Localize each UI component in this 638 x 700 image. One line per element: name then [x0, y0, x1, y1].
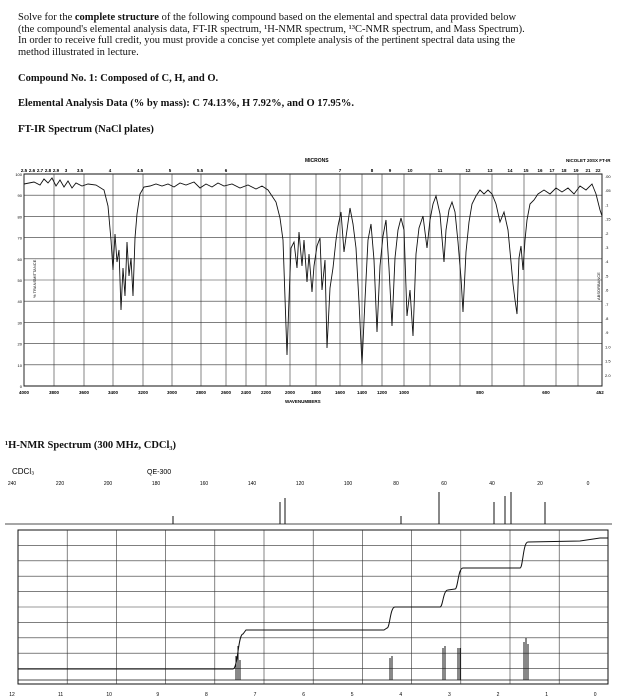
- wavenumber-tick: 1200: [376, 390, 388, 395]
- transmittance-tick: 40: [17, 299, 22, 305]
- micron-tick: 16: [537, 168, 543, 173]
- wavenumber-tick: 4000: [18, 390, 30, 395]
- absorbance-tick: .6: [605, 287, 609, 293]
- micron-tick: 18: [561, 168, 567, 173]
- micron-tick: 3: [64, 168, 68, 173]
- wavenumber-tick: 452: [596, 390, 604, 395]
- ppm-tick: 9: [156, 692, 160, 698]
- absorbance-tick: .05: [605, 188, 611, 194]
- transmittance-tick: 10: [17, 362, 22, 368]
- absorbance-tick: 2.0: [605, 372, 611, 378]
- micron-tick: 2.8: [44, 168, 52, 173]
- ppm-tick: 0: [593, 692, 597, 698]
- absorbance-tick: .5: [605, 273, 609, 279]
- c13-tick: 0: [586, 481, 590, 487]
- micron-tick: 2.6: [28, 168, 36, 173]
- transmittance-label: % TRANSMITTANCE: [32, 259, 37, 298]
- micron-tick: 13: [487, 168, 493, 173]
- transmittance-tick: 30: [17, 320, 22, 326]
- wavenumber-tick: 3600: [78, 390, 90, 395]
- ppm-tick: 3: [448, 692, 451, 698]
- absorbance-tick-labels: [605, 174, 611, 378]
- wavenumber-tick: 2600: [220, 390, 232, 395]
- micron-tick: 14: [507, 168, 513, 173]
- c13-peaks: [173, 492, 545, 524]
- micron-tick: 17: [549, 168, 555, 173]
- wavenumber-tick: 1400: [356, 390, 368, 395]
- ppm-tick: 10: [106, 692, 112, 698]
- absorbance-tick: .7: [605, 301, 609, 307]
- micron-tick: 2.7: [36, 168, 44, 173]
- ppm-tick: 4: [399, 692, 403, 698]
- absorbance-tick: .4: [605, 259, 609, 265]
- c13-axis-tick-labels: [8, 481, 590, 487]
- compound-heading: Compound No. 1: Composed of C, H, and O.: [18, 73, 219, 84]
- ppm-axis-tick-labels: [9, 692, 597, 698]
- ppm-tick: 12: [9, 692, 15, 698]
- absorbance-tick: .8: [605, 316, 609, 321]
- hnmr-spectrum: [0, 462, 638, 700]
- micron-tick: 15: [523, 168, 529, 173]
- micron-tick: 4.5: [136, 168, 144, 173]
- wavenumber-tick: 1000: [398, 390, 410, 395]
- instructions: [18, 12, 598, 58]
- elemental-analysis: Elemental Analysis Data (% by mass): C 74.13%, H 7.92%, and O 17.95%.: [18, 98, 355, 109]
- wavenumber-tick: 2200: [260, 390, 272, 395]
- micron-tick: 4: [108, 168, 112, 173]
- absorbance-tick: .9: [605, 330, 609, 336]
- wavenumber-tick: 600: [542, 390, 550, 395]
- ppm-tick: 5: [350, 692, 354, 698]
- wavenumber-tick: 3800: [48, 390, 60, 395]
- absorbance-tick: .00: [605, 174, 611, 179]
- absorbance-tick: .15: [605, 216, 611, 222]
- wavenumber-label: WAVENUMBERS: [285, 399, 321, 404]
- transmittance-tick: 90: [17, 193, 22, 199]
- c13-tick: 200: [103, 481, 113, 487]
- micron-tick: 5: [168, 168, 172, 173]
- micron-label: MICRONS: [305, 158, 329, 164]
- micron-tick: 9: [388, 168, 392, 173]
- ppm-tick: 8: [205, 692, 208, 698]
- transmittance-tick: 20: [17, 341, 22, 347]
- transmittance-tick-labels: [15, 172, 22, 389]
- micron-tick: 6: [224, 168, 228, 173]
- ppm-tick: 11: [57, 692, 64, 698]
- micron-tick: 2.5: [20, 168, 28, 173]
- ppm-tick: 7: [253, 692, 257, 698]
- complete-structure-emphasis: complete structure: [74, 12, 159, 23]
- absorbance-label: ABSORBANCE: [596, 272, 601, 300]
- micron-tick-labels: [21, 168, 601, 173]
- micron-tick: 8: [370, 168, 374, 173]
- c13-tick: 180: [151, 481, 161, 487]
- micron-tick: 10: [407, 168, 413, 173]
- wavenumber-tick: 3000: [166, 390, 178, 395]
- hnmr-grid: [18, 530, 608, 684]
- c13-tick: 40: [489, 481, 495, 487]
- ppm-tick: 1: [545, 692, 548, 698]
- wavenumber-tick: 2800: [195, 390, 207, 395]
- micron-tick: 3.5: [76, 168, 84, 173]
- micron-tick: 2.9: [52, 168, 60, 173]
- instructions-line-1: Solve for the complete structure of the following compound based on the elemental and spectral data provided below: [18, 12, 517, 23]
- absorbance-tick: .1: [605, 202, 609, 208]
- wavenumber-tick-labels: [19, 390, 604, 395]
- micron-tick: 21: [585, 168, 591, 173]
- micron-tick: 12: [465, 168, 471, 173]
- instructions-line-4: method illustrated in lecture.: [18, 46, 139, 58]
- absorbance-tick: .3: [605, 245, 609, 250]
- absorbance-tick: .2: [605, 230, 609, 236]
- micron-tick: 7: [338, 168, 342, 173]
- transmittance-tick: 60: [17, 256, 22, 262]
- micron-tick: 11: [437, 168, 443, 173]
- hnmr-peaks: [236, 638, 528, 680]
- instrument-label: QE-300: [147, 469, 172, 476]
- micron-tick: 19: [573, 168, 579, 173]
- ftir-trace: [24, 178, 602, 364]
- wavenumber-tick: 3200: [137, 390, 149, 395]
- instructions-line-3: In order to receive full credit, you must provide a concise yet complete analysis of the pertinent spectral data using the: [18, 35, 516, 46]
- ppm-tick: 6: [302, 692, 305, 698]
- ppm-tick: 2: [496, 692, 500, 698]
- hnmr-title: ¹H-NMR Spectrum (300 MHz, CDCl₃): [5, 440, 177, 451]
- c13-tick: 60: [441, 481, 447, 487]
- absorbance-tick: 1.0: [605, 344, 611, 350]
- wavenumber-tick: 3400: [107, 390, 119, 395]
- wavenumber-tick: 800: [476, 390, 484, 395]
- c13-tick: 120: [295, 481, 305, 487]
- transmittance-tick: 70: [17, 235, 22, 241]
- wavenumber-tick: 1600: [334, 390, 346, 395]
- transmittance-tick: 0: [19, 384, 22, 389]
- c13-tick: 240: [7, 481, 17, 487]
- c13-tick: 160: [199, 481, 209, 487]
- wavenumber-tick: 2000: [284, 390, 296, 395]
- c13-tick: 220: [55, 481, 65, 487]
- c13-tick: 100: [343, 481, 353, 487]
- transmittance-tick: 80: [17, 214, 22, 220]
- transmittance-tick: 50: [17, 278, 22, 283]
- c13-tick: 140: [247, 481, 257, 487]
- micron-tick: 22: [595, 168, 601, 173]
- wavenumber-tick: 1800: [310, 390, 322, 395]
- micron-tick: 5.5: [196, 168, 204, 173]
- solvent-label: CDCl₃: [12, 467, 35, 476]
- ftir-title: FT-IR Spectrum (NaCl plates): [18, 124, 154, 135]
- transmittance-tick: 100: [15, 172, 22, 177]
- instructions-line-2: (the compound's elemental analysis data, FT-IR spectrum, ¹H-NMR spectrum, ¹³C-NMR spectrum, and Mass Spectrum).: [18, 23, 525, 35]
- ftir-spectrum: [0, 150, 638, 410]
- wavenumber-tick: 2400: [240, 390, 252, 395]
- nicolet-label: NICOLET 20SX FT-IR: [566, 158, 611, 163]
- c13-tick: 80: [393, 481, 399, 487]
- absorbance-tick: 1.5: [605, 358, 611, 364]
- c13-tick: 20: [537, 481, 543, 487]
